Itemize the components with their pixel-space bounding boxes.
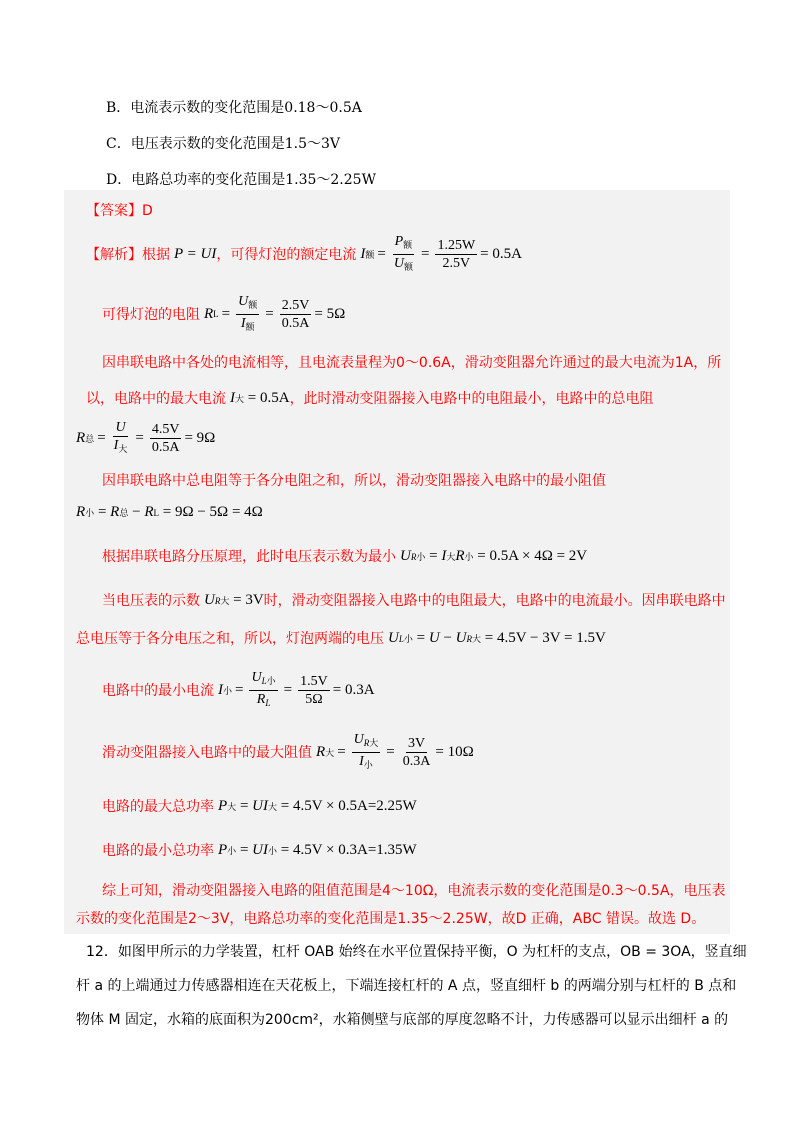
analysis-line-4: 以，电路中的最大电流 I 大 = 0.5A ，此时滑动变阻器接入电路中的电阻最小，电路中的总电阻: [86, 389, 654, 407]
analysis-line-14: 电路的最小总功率 P 小 = UI 小 = 4.5V × 0.3A=1.35W: [102, 841, 417, 859]
analysis-line-1: 【解析】 根据 P = UI ，可得灯泡的额定电流 I 额 = $\frac{P_额}{U_额}$ = $\frac{1.25W}{2.5V}$ = 0.5A: [86, 233, 522, 272]
analysis-line-13: 电路的最大总功率 P 大 = UI 大 = 4.5V × 0.5A=2.25W: [102, 797, 417, 815]
analysis-line-16: 示数的变化范围是2～3V，电路总功率的变化范围是1.35～2.25W，故D 正确，ABC 错误。故选 D。: [76, 911, 706, 927]
analysis-line-10: 总电压等于各分电压之和，所以，灯泡两端的电压 U L小 = U − U R大 = 4.5V − 3V = 1.5V: [76, 629, 606, 647]
analysis-line-9: 当电压表的示数 U R大 = 3V 时，滑动变阻器接入电路中的电阻最大，电路中的电流最小。因串联电路中: [102, 591, 726, 609]
option-c: C．电压表示数的变化范围是1.5～3V: [106, 136, 340, 152]
question-12-line-1: 12．如图甲所示的力学装置，杠杆 OAB 始终在水平位置保持平衡，O 为杠杆的支点，OB = 3OA，竖直细: [86, 944, 747, 960]
question-12-line-3: 物体 M 固定，水箱的底面积为200cm²，水箱侧壁与底部的厚度忽略不计，力传感器可以显示出细杆 a 的: [76, 1012, 729, 1028]
analysis-line-8: 根据串联电路分压原理，此时电压表示数为最小 U R小 = I 大 R 小 = 0.5A × 4Ω = 2V: [102, 547, 588, 565]
analysis-line-7: R 小 = R 总 − R L = 9Ω − 5Ω = 4Ω: [76, 504, 263, 520]
question-12-line-2: 杆 a 的上端通过力传感器相连在天花板上，下端连接杠杆的 A 点，竖直细杆 b 的两端分别与杠杆的 B 点和: [76, 978, 737, 994]
analysis-line-12: 滑动变阻器接入电路中的最大阻值 R 大 = $\frac{U_{R大}}{I_小}$ = $\frac{3V}{0.3A}$ = 10Ω: [102, 731, 474, 770]
analysis-line-5: R 总 = $\frac{U}{I_大}$ = $\frac{4.5V}{0.5A}$ = 9Ω: [76, 419, 216, 455]
analysis-line-15: 综上可知，滑动变阻器接入电路的阻值范围是4～10Ω，电流表示数的变化范围是0.3～0.5A，电压表: [102, 883, 726, 899]
analysis-line-11: 电路中的最小电流 I 小 = $\frac{U_{L小}}{R_L}$ = $\frac{1.5V}{5\Omega}$ = 0.3A: [102, 669, 375, 708]
analysis-line-3: 因串联电路中各处的电流相等，且电流表量程为0～0.6A，滑动变阻器允许通过的最大电流为1A，所: [102, 355, 722, 371]
answer-label: 【答案】D: [86, 203, 153, 219]
option-d: D．电路总功率的变化范围是1.35～2.25W: [106, 172, 376, 188]
option-b: B．电流表示数的变化范围是0.18～0.5A: [106, 100, 362, 116]
analysis-line-2: 可得灯泡的电阻 R L = $\frac{U_额}{I_额}$ = $\frac{2.5V}{0.5A}$ = 5Ω: [102, 293, 346, 332]
analysis-line-6: 因串联电路中总电阻等于各分电阻之和，所以，滑动变阻器接入电路中的最小阻值: [102, 473, 606, 489]
